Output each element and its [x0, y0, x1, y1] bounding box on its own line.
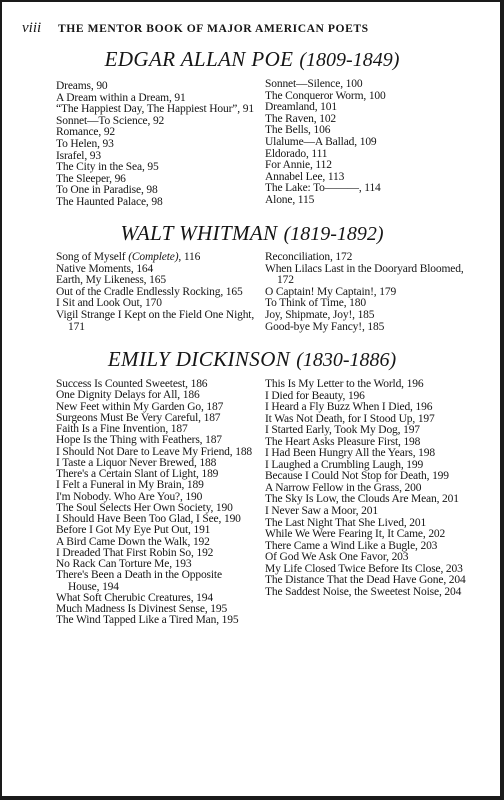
- running-header: [22, 20, 484, 36]
- poem-entry: It Was Not Death, for I Stood Up, 197: [265, 412, 435, 425]
- poem-entry: The Sleeper, 96: [56, 172, 126, 185]
- poem-entry: Before I Got My Eye Put Out, 191: [56, 524, 211, 537]
- poem-entry: The Distance That the Dead Have Gone, 204: [265, 574, 466, 587]
- poem-entry: Earth, My Likeness, 165: [56, 274, 166, 287]
- poem-entry: I Died for Beauty, 196: [265, 389, 365, 402]
- poem-entry: Much Madness Is Divinest Sense, 195: [56, 603, 228, 615]
- poem-entry: I Should Not Dare to Leave My Friend, 188: [56, 445, 253, 458]
- poem-entry: Song of Myself (Complete), 116: [56, 251, 201, 263]
- poem-entry: The Conqueror Worm, 100: [265, 89, 386, 102]
- poem-entry: Alone, 115: [265, 193, 315, 206]
- poem-entry: To Helen, 93: [56, 137, 114, 150]
- poem-entry: I Never Saw a Moor, 201: [265, 505, 378, 518]
- poem-entry: Eldorado, 111: [265, 147, 328, 160]
- poem-entry: Reconciliation, 172: [265, 251, 353, 263]
- poem-entry: I Started Early, Took My Dog, 197: [265, 424, 420, 437]
- poem-entry: O Captain! My Captain!, 179: [265, 285, 397, 298]
- poem-entry: I Laughed a Crumbling Laugh, 199: [265, 458, 424, 471]
- poem-entry: To One in Paradise, 98: [56, 184, 158, 197]
- poet-dates: (1809-1849): [299, 49, 400, 71]
- poet-heading-dickinson: [32, 346, 472, 372]
- poem-entry: The Haunted Palace, 98: [56, 195, 163, 208]
- poem-entry: Native Moments, 164: [56, 262, 154, 275]
- poem-entry: Surgeons Must Be Very Careful, 187: [56, 411, 221, 424]
- poem-entry: Hope Is the Thing with Feathers, 187: [56, 434, 222, 447]
- poem-entry: There's a Certain Slant of Light, 189: [56, 468, 219, 480]
- poe-left-column: [56, 81, 256, 209]
- poem-entry: Success Is Counted Sweetest, 186: [56, 378, 208, 390]
- poem-entry: My Life Closed Twice Before Its Close, 203: [265, 562, 463, 575]
- page-number: viii: [22, 20, 42, 36]
- poem-entry: I Dreaded That First Robin So, 192: [56, 546, 214, 559]
- poem-entry: The Last Night That She Lived, 201: [265, 516, 427, 529]
- poem-entry: Because I Could Not Stop for Death, 199: [265, 470, 449, 483]
- poem-entry: Romance, 92: [56, 126, 116, 139]
- poem-entry: New Feet within My Garden Go, 187: [56, 400, 224, 413]
- poem-entry: The Raven, 102: [265, 112, 337, 125]
- poem-entry: Annabel Lee, 113: [265, 170, 345, 183]
- poem-entry: I Heard a Fly Buzz When I Died, 196: [265, 401, 433, 414]
- poem-entry: What Soft Cherubic Creatures, 194: [56, 591, 213, 604]
- poem-entry: Joy, Shipmate, Joy!, 185: [265, 308, 375, 321]
- poem-entry: Good-bye My Fancy!, 185: [265, 320, 385, 333]
- book-page: [2, 2, 500, 796]
- poet-dates: (1819-1892): [283, 223, 384, 245]
- poem-entry: Of God We Ask One Favor, 203: [265, 551, 409, 564]
- poet-name: EDGAR ALLAN POE: [104, 47, 294, 71]
- italic-note: (Complete): [128, 251, 179, 263]
- poem-entry: There Came a Wind Like a Bugle, 203: [265, 539, 438, 552]
- poem-entry: The Lake: To———, 114: [265, 182, 381, 195]
- poem-entry: The Soul Selects Her Own Society, 190: [56, 501, 233, 514]
- poem-entry: When Lilacs Last in the Dooryard Bloomed, 172: [265, 262, 464, 287]
- poem-entry: There's Been a Death in the Opposite House, 194: [56, 569, 222, 593]
- poem-entry: I Had Been Hungry All the Years, 198: [265, 447, 435, 460]
- poem-entry: I Should Have Been Too Glad, I See, 190: [56, 513, 241, 525]
- poem-entry: I Taste a Liquor Never Brewed, 188: [56, 456, 217, 469]
- poem-entry: Ulalume—A Ballad, 109: [265, 135, 377, 148]
- poem-entry: Sonnet—Silence, 100: [265, 78, 363, 90]
- poem-entry: The Bells, 106: [265, 124, 331, 137]
- poem-entry: Out of the Cradle Endlessly Rocking, 165: [56, 285, 243, 298]
- poem-entry: A Narrow Fellow in the Grass, 200: [265, 481, 422, 494]
- poem-entry: This Is My Letter to the World, 196: [265, 378, 424, 390]
- dickinson-left-column: [56, 379, 255, 627]
- poem-entry: Faith Is a Fine Invention, 187: [56, 423, 188, 435]
- poet-dates: (1830-1886): [296, 349, 397, 371]
- poem-entry: Dreamland, 101: [265, 101, 337, 114]
- poem-entry: I Sit and Look Out, 170: [56, 297, 162, 310]
- poem-entry: The Sky Is Low, the Clouds Are Mean, 201: [265, 493, 459, 506]
- book-title: THE MENTOR BOOK OF MAJOR AMERICAN POETS: [58, 22, 369, 35]
- poe-right-column: [265, 79, 465, 207]
- poem-entry: The Wind Tapped Like a Tired Man, 195: [56, 614, 239, 627]
- poet-heading-poe: [32, 46, 472, 72]
- poem-entry: One Dignity Delays for All, 186: [56, 389, 200, 402]
- poem-entry: I Felt a Funeral in My Brain, 189: [56, 479, 204, 492]
- whitman-right-column: [265, 252, 477, 333]
- poet-name: WALT WHITMAN: [120, 221, 278, 245]
- poet-name: EMILY DICKINSON: [107, 347, 291, 371]
- poem-entry: To Think of Time, 180: [265, 297, 366, 310]
- poem-entry: Dreams, 90: [56, 80, 108, 92]
- poem-entry: Vigil Strange I Kept on the Field One Night, 171: [56, 308, 255, 333]
- poem-entry: Sonnet—To Science, 92: [56, 114, 165, 127]
- poem-entry: For Annie, 112: [265, 159, 332, 172]
- poem-entry: “The Happiest Day, The Happiest Hour”, 91: [56, 103, 254, 116]
- poem-entry: A Bird Came Down the Walk, 192: [56, 535, 210, 548]
- poem-entry: While We Were Fearing It, It Came, 202: [265, 528, 446, 541]
- poem-entry: Israfel, 93: [56, 149, 101, 162]
- poem-entry: A Dream within a Dream, 91: [56, 91, 186, 104]
- poem-entry: No Rack Can Torture Me, 193: [56, 558, 192, 570]
- poem-entry: The Saddest Noise, the Sweetest Noise, 204: [265, 585, 462, 598]
- dickinson-right-column: [265, 379, 469, 598]
- poem-entry: The City in the Sea, 95: [56, 161, 159, 174]
- poet-heading-whitman: [32, 220, 472, 246]
- poem-entry: I'm Nobody. Who Are You?, 190: [56, 490, 203, 503]
- whitman-left-column: [56, 252, 256, 333]
- poem-entry: The Heart Asks Pleasure First, 198: [265, 435, 421, 448]
